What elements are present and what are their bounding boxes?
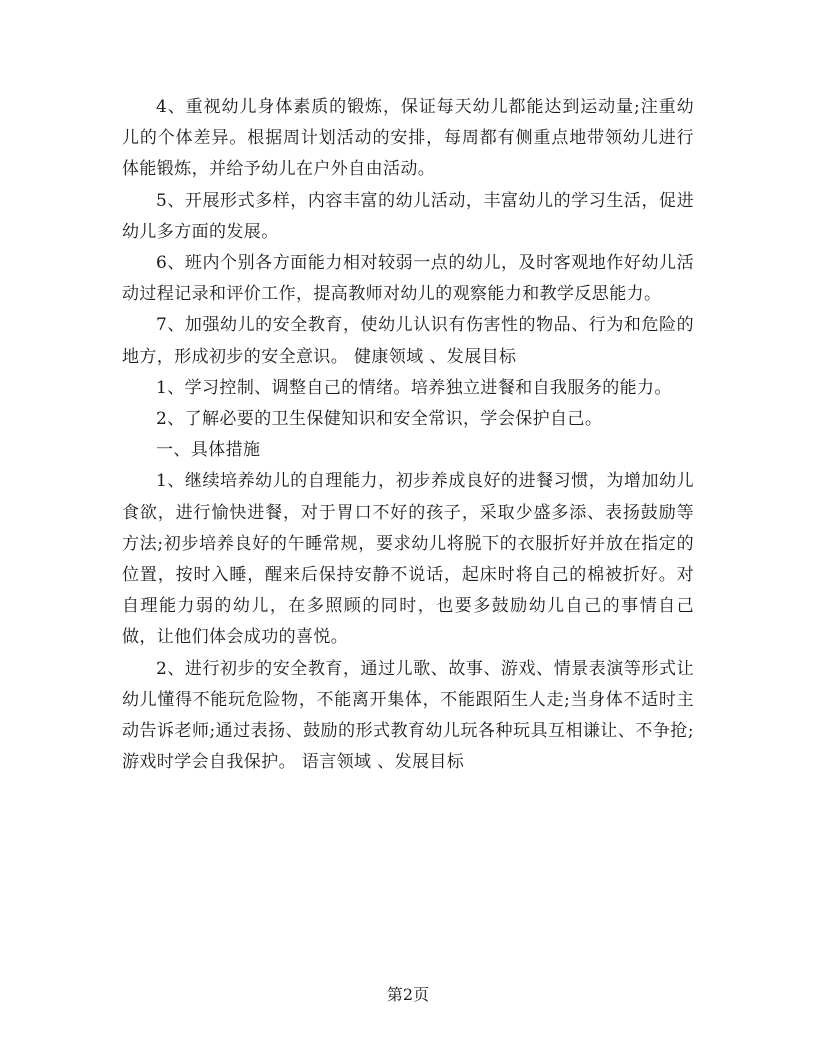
paragraph-diverse-activities: 5、开展形式多样，内容丰富的幼儿活动，丰富幼儿的学习生活，促进幼儿多方面的发展。	[122, 190, 694, 242]
paragraph-safety-measures: 2、进行初步的安全教育，通过儿歌、故事、游戏、情景表演等形式让幼儿懂得不能玩危险物，不能离开集体，不能跟陌生人走;当身体不适时主动告诉老师;通过表扬、鼓励的形式教育幼儿玩各种玩具互相谦让、不争抢;游戏时学会自我保护。 语言领域 、发展目标	[122, 658, 694, 773]
paragraph-health-exercise: 4、重视幼儿身体素质的锻炼，保证每天幼儿都能达到运动量;注重幼儿的个体差异。根据周计划活动的安排，每周都有侧重点地带领幼儿进行体能锻炼，并给予幼儿在户外自由活动。	[122, 97, 694, 180]
document-body	[122, 92, 694, 778]
paragraph-goal-hygiene: 2、了解必要的卫生保健知识和安全常识，学会保护自己。	[156, 409, 603, 430]
paragraph-self-care: 1、继续培养幼儿的自理能力，初步养成良好的进餐习惯，为增加幼儿食欲，进行愉快进餐，对于胃口不好的孩子，采取少盛多添、表扬鼓励等方法;初步培养良好的午睡常规，要求幼儿将脱下的衣服折好并放在指定的位置，按时入睡，醒来后保持安静不说话，起床时将自己的棉被折好。对自理能力弱的幼儿，在多照顾的同时，也要多鼓励幼儿自己的事情自己做，让他们体会成功的喜悦。	[122, 471, 694, 648]
page-number: 第2页	[386, 985, 430, 1004]
paragraph-safety-education: 7、加强幼儿的安全教育，使幼儿认识有伤害性的物品、行为和危险的地方，形成初步的安全意识。 健康领域 、发展目标	[122, 315, 694, 367]
paragraph-goal-emotions: 1、学习控制、调整自己的情绪。培养独立进餐和自我服务的能力。	[156, 377, 672, 398]
section-heading-measures: 一、具体措施	[156, 440, 261, 461]
paragraph-weaker-children: 6、班内个别各方面能力相对较弱一点的幼儿，及时客观地作好幼儿活动过程记录和评价工作，提高教师对幼儿的观察能力和教学反思能力。	[122, 253, 694, 305]
